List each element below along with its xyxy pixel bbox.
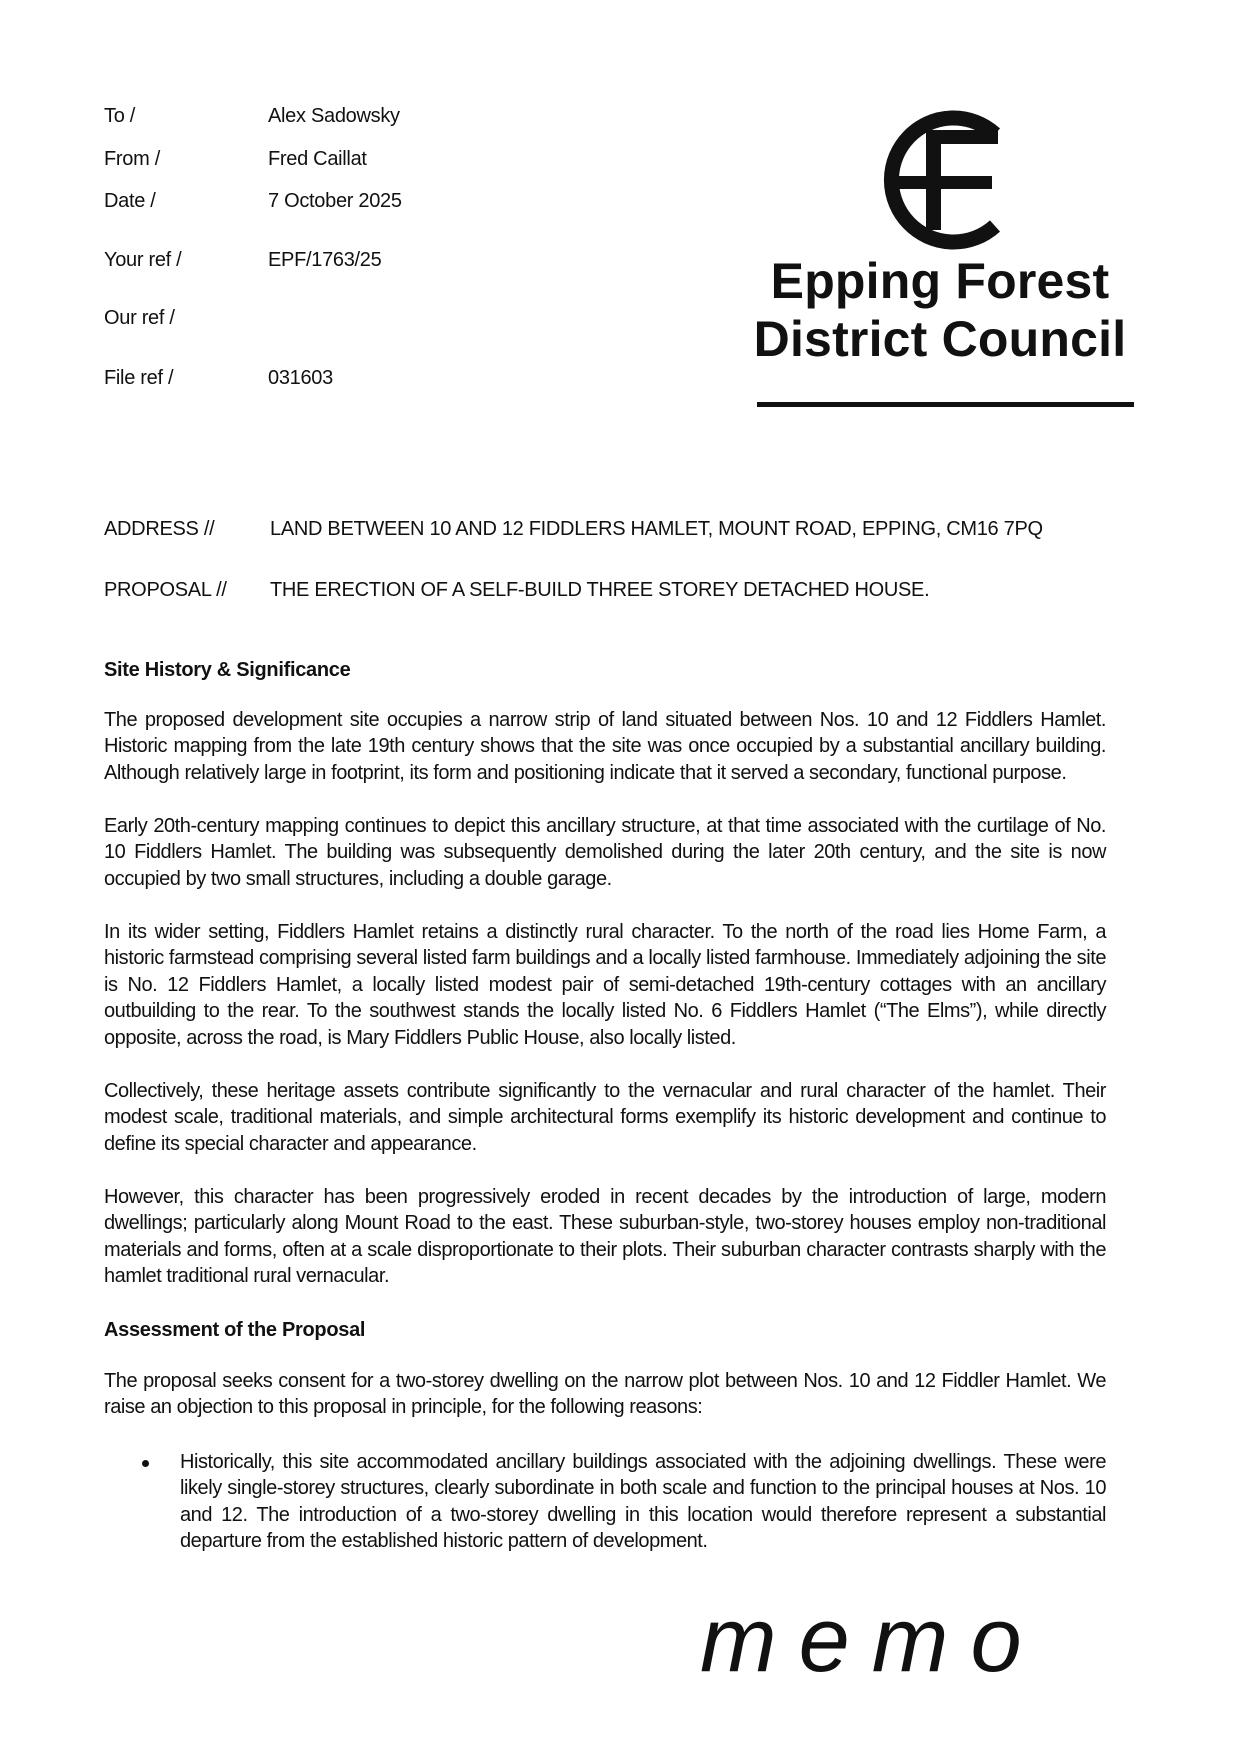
history-paragraph: However, this character has been progressively eroded in recent decades by the introduction of large, modern dwellings; particularly along Mount Road to the east. These suburban-style, two-storey houses employ non-traditional materials and forms, often at a scale disproportionate to their plots. Their suburban character contrasts sharply with the hamlet traditional rural vernacular. [104,1186,1106,1288]
council-name-line-2: District Council [753,311,1127,367]
history-paragraph: In its wider setting, Fiddlers Hamlet retains a distinctly rural character. To the north of the road lies Home Farm, a historic farmstead comprising several listed farm buildings and a locally listed farmhouse. Immediately adjoining the site is No. 12 Fiddlers Hamlet, a locally listed modest pair of semi-detached 19th-century cottages with an ancillary outbuilding to the rear. To the southwest stands the locally listed No. 6 Fiddlers Hamlet (“The Elms”), while directly opposite, across the road, is Mary Fiddlers Public House, also locally listed. [104,921,1106,1049]
your-ref-label: Your ref / [104,249,182,271]
your-ref-value: EPF/1763/25 [268,249,382,271]
proposal-value: THE ERECTION OF A SELF-BUILD THREE STOREY DETACHED HOUSE. [270,579,930,601]
memo-title: memo [700,1589,1044,1691]
history-heading: Site History & Significance [104,659,351,681]
efdc-logo-icon [870,100,1010,260]
date-value: 7 October 2025 [268,190,402,212]
file-ref-label: File ref / [104,367,174,389]
logo-divider [757,402,1134,407]
address-value: LAND BETWEEN 10 AND 12 FIDDLERS HAMLET, MOUNT ROAD, EPPING, CM16 7PQ [270,518,1043,540]
to-label: To / [104,105,136,127]
our-ref-label: Our ref / [104,307,175,329]
proposal-label: PROPOSAL // [104,579,227,601]
council-name-line-1: Epping Forest [770,253,1110,309]
council-logo [740,100,1140,410]
from-label: From / [104,148,160,170]
history-paragraph: The proposed development site occupies a narrow strip of land situated between Nos. 10 and 12 Fiddlers Hamlet. Historic mapping from the late 19th century shows that the site was once occupied by a substantial ancillary building. Although relatively large in footprint, its form and positioning indicate that it served a secondary, functional purpose. [104,709,1106,784]
history-paragraph: Collectively, these heritage assets contribute significantly to the vernacular and rural character of the hamlet. Their modest scale, traditional materials, and simple architectural forms exemplify its historic development and continue to define its special character and appearance. [104,1080,1106,1155]
file-ref-value: 031603 [268,367,333,389]
assessment-bullet [104,1449,1106,1555]
assessment-heading: Assessment of the Proposal [104,1319,366,1341]
from-value: Fred Caillat [268,148,367,170]
assessment-intro: The proposal seeks consent for a two-storey dwelling on the narrow plot between Nos. 10 and 12 Fiddler Hamlet. We raise an objection to this proposal in principle, for the following reasons: [104,1370,1106,1419]
assessment-bullet-text: Historically, this site accommodated ancillary buildings associated with the adjoining dwellings. These were likely single-storey structures, clearly subordinate in both scale and function to the principal houses at Nos. 10 and 12. The introduction of a two-storey dwelling in this location would therefore represent a substantial departure from the established historic pattern of development. [180,1451,1106,1553]
to-value: Alex Sadowsky [268,105,400,127]
address-label: ADDRESS // [104,518,215,540]
history-paragraph: Early 20th-century mapping continues to depict this ancillary structure, at that time associated with the curtilage of No. 10 Fiddlers Hamlet. The building was subsequently demolished during the later 20th century, and the site is now occupied by two small structures, including a double garage. [104,815,1106,890]
date-label: Date / [104,190,156,212]
assessment-bullet-list [104,1449,1106,1555]
bullet-icon [142,1460,149,1467]
